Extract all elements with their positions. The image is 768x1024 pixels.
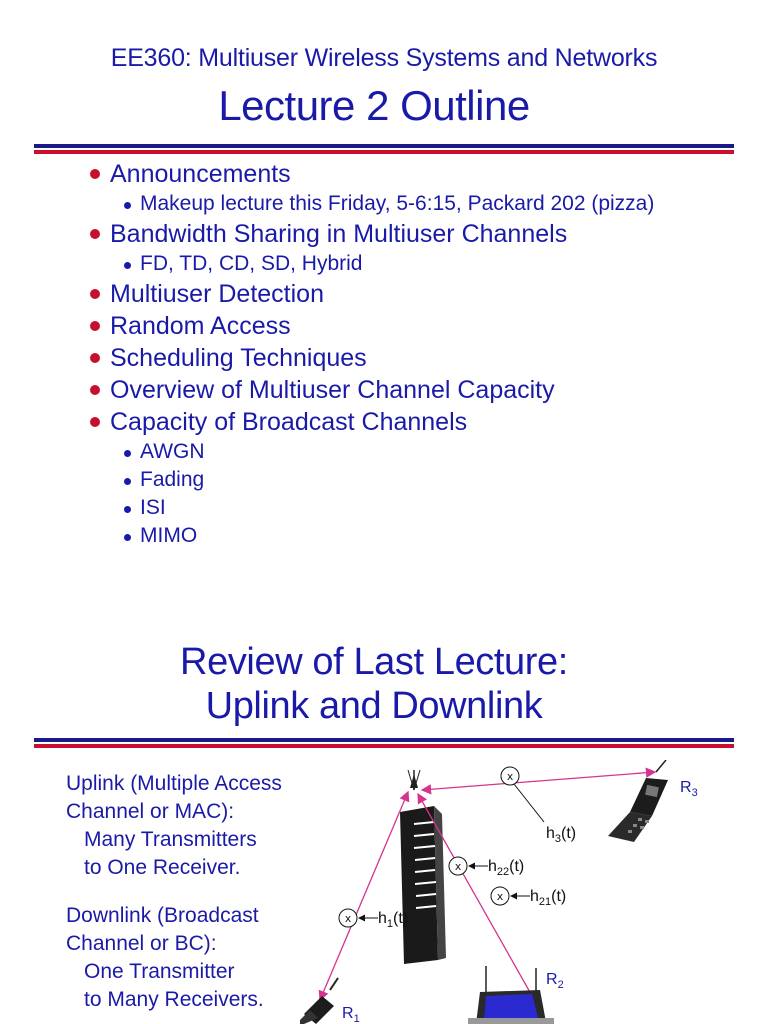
bullet-random-access: Random Access	[90, 310, 654, 342]
bullet-broadcast-capacity: Capacity of Broadcast Channels	[90, 406, 654, 438]
label-r3: $R_3$	[680, 779, 698, 799]
review-title-line2: Uplink and Downlink	[205, 685, 543, 727]
sub-bullet-fd-td-cd: FD, TD, CD, SD, Hybrid	[90, 250, 654, 278]
review-title	[0, 640, 748, 728]
label-h21: $h_{21}(t)$	[530, 888, 567, 908]
label-r2: $R_2$	[546, 971, 564, 991]
bullet-scheduling: Scheduling Techniques	[90, 342, 654, 374]
downlink-description	[66, 902, 264, 1014]
course-title: EE360: Multiuser Wireless Systems and Networks	[110, 44, 658, 72]
outline-list	[90, 158, 654, 550]
downlink-line2: Channel or BC):	[66, 932, 217, 955]
sub-bullet-fading: Fading	[90, 466, 654, 494]
downlink-line4: to Many Receivers.	[84, 988, 264, 1011]
svg-text:x: x	[454, 860, 462, 873]
multiplier-h22	[449, 857, 467, 875]
bullet-announcements: Announcements	[90, 158, 654, 190]
label-h3: $h_3(t)$	[546, 825, 577, 845]
uplink-line2: Channel or MAC):	[66, 800, 235, 823]
label-r1: $R_1$	[342, 1005, 360, 1024]
radio-r1-icon	[300, 978, 338, 1024]
review-title-line1: Review of Last Lecture:	[180, 641, 568, 683]
bullet-capacity-overview: Overview of Multiuser Channel Capacity	[90, 374, 654, 406]
svg-text:x: x	[496, 890, 504, 903]
slide-title: Lecture 2 Outline	[218, 82, 530, 129]
slide-review	[0, 620, 768, 1024]
uplink-line3: Many Transmitters	[84, 828, 257, 851]
channel-links	[320, 772, 655, 1010]
laptop-r2-icon	[468, 966, 554, 1024]
review-divider	[34, 738, 734, 750]
uplink-description	[66, 770, 282, 882]
multiplier-h3	[501, 767, 519, 785]
sub-bullet-isi: ISI	[90, 494, 654, 522]
downlink-line1: Downlink (Broadcast	[66, 904, 259, 927]
phone-r3-icon	[608, 760, 668, 842]
uplink-line4: to One Receiver.	[84, 856, 241, 879]
label-h22: $h_{22}(t)$	[488, 858, 525, 878]
uplink-line1: Uplink (Multiple Access	[66, 772, 282, 795]
sub-bullet-mimo: MIMO	[90, 522, 654, 550]
base-station-icon	[400, 770, 446, 964]
bullet-multiuser-detection: Multiuser Detection	[90, 278, 654, 310]
downlink-line3: One Transmitter	[84, 960, 235, 983]
multiplier-h1	[339, 909, 357, 927]
svg-text:x: x	[344, 912, 352, 925]
title-divider	[34, 144, 734, 156]
sub-bullet-awgn: AWGN	[90, 438, 654, 466]
uplink-downlink-diagram	[300, 760, 768, 1024]
multiplier-h21	[491, 887, 509, 905]
label-h1: $h_1(t)$	[378, 910, 409, 930]
bullet-bandwidth-sharing: Bandwidth Sharing in Multiuser Channels	[90, 218, 654, 250]
svg-text:x: x	[506, 770, 514, 783]
sub-bullet-makeup-lecture: Makeup lecture this Friday, 5-6:15, Packard 202 (pizza)	[90, 190, 654, 218]
